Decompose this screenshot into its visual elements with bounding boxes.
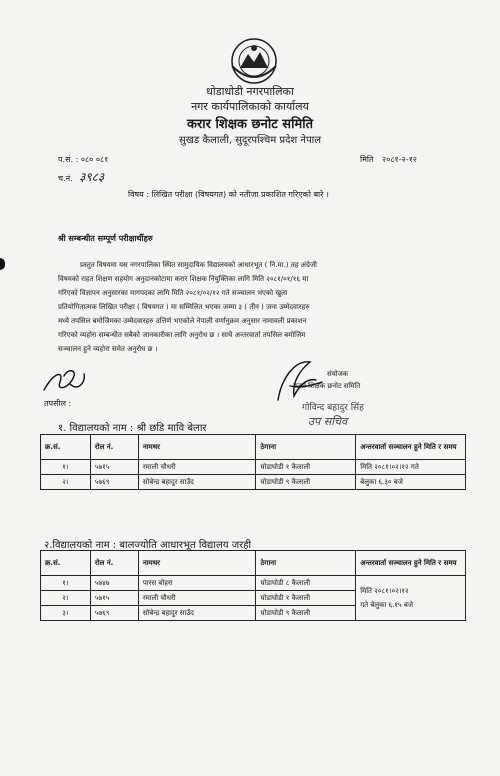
col-header: नामथर — [138, 551, 256, 576]
col-header: ठेगाना — [256, 551, 356, 576]
body-line: गरिएको विज्ञापन अनुसारका मागपदका लागि मिति २०८१/०२/१२ गते सञ्चालन भएको खुला — [58, 289, 288, 297]
tapsil-label: तपसील : — [44, 399, 72, 408]
serial-cell: ३। — [41, 606, 91, 621]
salutation: श्री सम्बन्धीत सम्पूर्ण परीक्षार्थीहरु — [58, 234, 153, 243]
ps-label: प.सं. — [58, 155, 74, 164]
signatory-role: संयोजक — [327, 370, 349, 378]
col-header: अन्तरवार्ता सञ्चालन हुने मिति र समय — [356, 551, 466, 576]
date-value: २०८१-२-१२ — [382, 155, 417, 164]
interview-time: गते बेलुका ६.१५ बजे — [360, 601, 414, 609]
table-row — [41, 475, 466, 490]
body-line: सञ्चालन हुने व्यहोरा समेत अनुरोध छ । — [58, 345, 158, 353]
school2-table — [40, 550, 466, 621]
col-header: अन्तरवार्ता सञ्चालन हुने मिति र समय — [356, 435, 466, 460]
signatory-committee: करार शिक्षक छनोट समिति — [293, 382, 361, 390]
chn-line — [58, 168, 104, 185]
col-header: रोल नं. — [90, 551, 138, 576]
roll-cell: ५७६९ — [90, 475, 138, 490]
roll-cell: ५७४७ — [90, 576, 138, 591]
chn-value: ३९८३ — [79, 170, 105, 184]
table-header-row — [41, 435, 466, 460]
committee-name: करार शिक्षक छनोट समिति — [186, 117, 314, 132]
interview-date: मिति २०८१।०२।१२ — [360, 587, 409, 595]
address-cell: घोडाघोडी ८ कैलाली — [256, 576, 356, 591]
title-stamp: उप सचिव — [308, 415, 348, 428]
name-cell: सोबेन्द्र बहादुर साउँद — [138, 475, 256, 490]
table-row — [41, 576, 466, 591]
government-emblem — [226, 36, 282, 86]
name-cell: सोबेन्द्र बहादुर साउँद — [138, 606, 256, 621]
name-cell: रमाली चौधरी — [138, 591, 256, 606]
date-line — [360, 154, 417, 165]
roll-cell: ५७६९ — [90, 606, 138, 621]
body-line: गरिएको व्यहोरा सम्बन्धीत सबैको जानकारीका लागि अनुरोध छ । साथै अन्तरवार्ता तपसिल बमोजिम — [58, 331, 306, 339]
address-cell: घोडाघोडी ९ कैलाली — [256, 475, 356, 490]
address-cell: घोडाघोडी १ कैलाली — [256, 591, 356, 606]
signature-left — [40, 366, 90, 398]
body-line: मध्ये तपसिल बमोजिमका उम्मेदवारहरु उत्तिर्ण भएकोले नेपाली वर्णानुक्रम अनुसार नामावली प्रकाशन — [58, 317, 307, 325]
school2-heading: २.विद्यालयको नाम : बालज्योति आधारभूत विद्यालय जरही — [44, 540, 252, 551]
date-label: मिति — [360, 155, 374, 164]
school1-heading: १. विद्यालयको नाम : श्री छडि मावि बेलार — [58, 423, 207, 434]
col-header: ठेगाना — [256, 435, 356, 460]
table-row — [41, 460, 466, 475]
municipality-name: धोडाधोडी नगरपालिका — [206, 85, 294, 98]
body-paragraph — [58, 258, 473, 356]
serial-cell: २। — [41, 591, 91, 606]
serial-cell: १। — [41, 576, 91, 591]
interview-cell — [356, 576, 466, 621]
roll-cell: ५७१५ — [90, 591, 138, 606]
margin-mark — [0, 258, 5, 270]
subject-line: विषय : लिखित परीक्षा (विषयगत) को नतीजा प्रकाशित गरिएको बारे । — [128, 190, 329, 199]
signature-right — [270, 356, 330, 406]
body-line: विषयको राहत शिक्षण सहयोग अनुदानकोटामा करार शिक्षक नियुक्तिका लागि मिति २०८१/०१/१६ मा — [58, 275, 309, 283]
interview-cell: मिति २०८१।०२।१२ गते — [356, 460, 466, 475]
interview-cell: बेलुका ६.३० बजे — [356, 475, 466, 490]
address-cell: घोडाघोडी १ कैलाली — [256, 460, 356, 475]
serial-cell: १। — [41, 460, 91, 475]
col-header: नामथर — [138, 435, 256, 460]
name-cell: पारस बोहरा — [138, 576, 256, 591]
ps-value: : ०८० ०८१ — [75, 155, 109, 164]
col-header: क्र.सं. — [41, 435, 91, 460]
table-header-row — [41, 551, 466, 576]
col-header: रोल नं. — [90, 435, 138, 460]
col-header: क्र.सं. — [41, 551, 91, 576]
serial-cell: २। — [41, 475, 91, 490]
name-stamp: गोविन्द बहादुर सिंह — [302, 403, 364, 413]
address-cell: घोडाघोडी ९ कैलाली — [256, 606, 356, 621]
office-address: सुखड कैलाली, सुदूरपश्चिम प्रदेश नेपाल — [178, 135, 321, 146]
school1-table — [40, 434, 466, 490]
office-name: नगर कार्यपालिकाको कार्यालय — [191, 100, 309, 113]
body-line: प्रस्तुत विषयमा यस नगरपालिका स्थित सामुदायिक विद्यालयको आधारभूत ( नि.मा.) तह अंग्रेजी — [80, 261, 317, 269]
roll-cell: ५७१५ — [90, 460, 138, 475]
ps-line — [58, 154, 108, 165]
body-line: प्रतियोगितात्मक लिखित परीक्षा ( विषयगत ) मा सम्मिलित भएका जम्मा ३ ( तीन ) जना उम्मेदवारहरु — [58, 303, 310, 311]
chn-label: च.नं. — [58, 174, 73, 183]
name-cell: रमाली चौधरी — [138, 460, 256, 475]
